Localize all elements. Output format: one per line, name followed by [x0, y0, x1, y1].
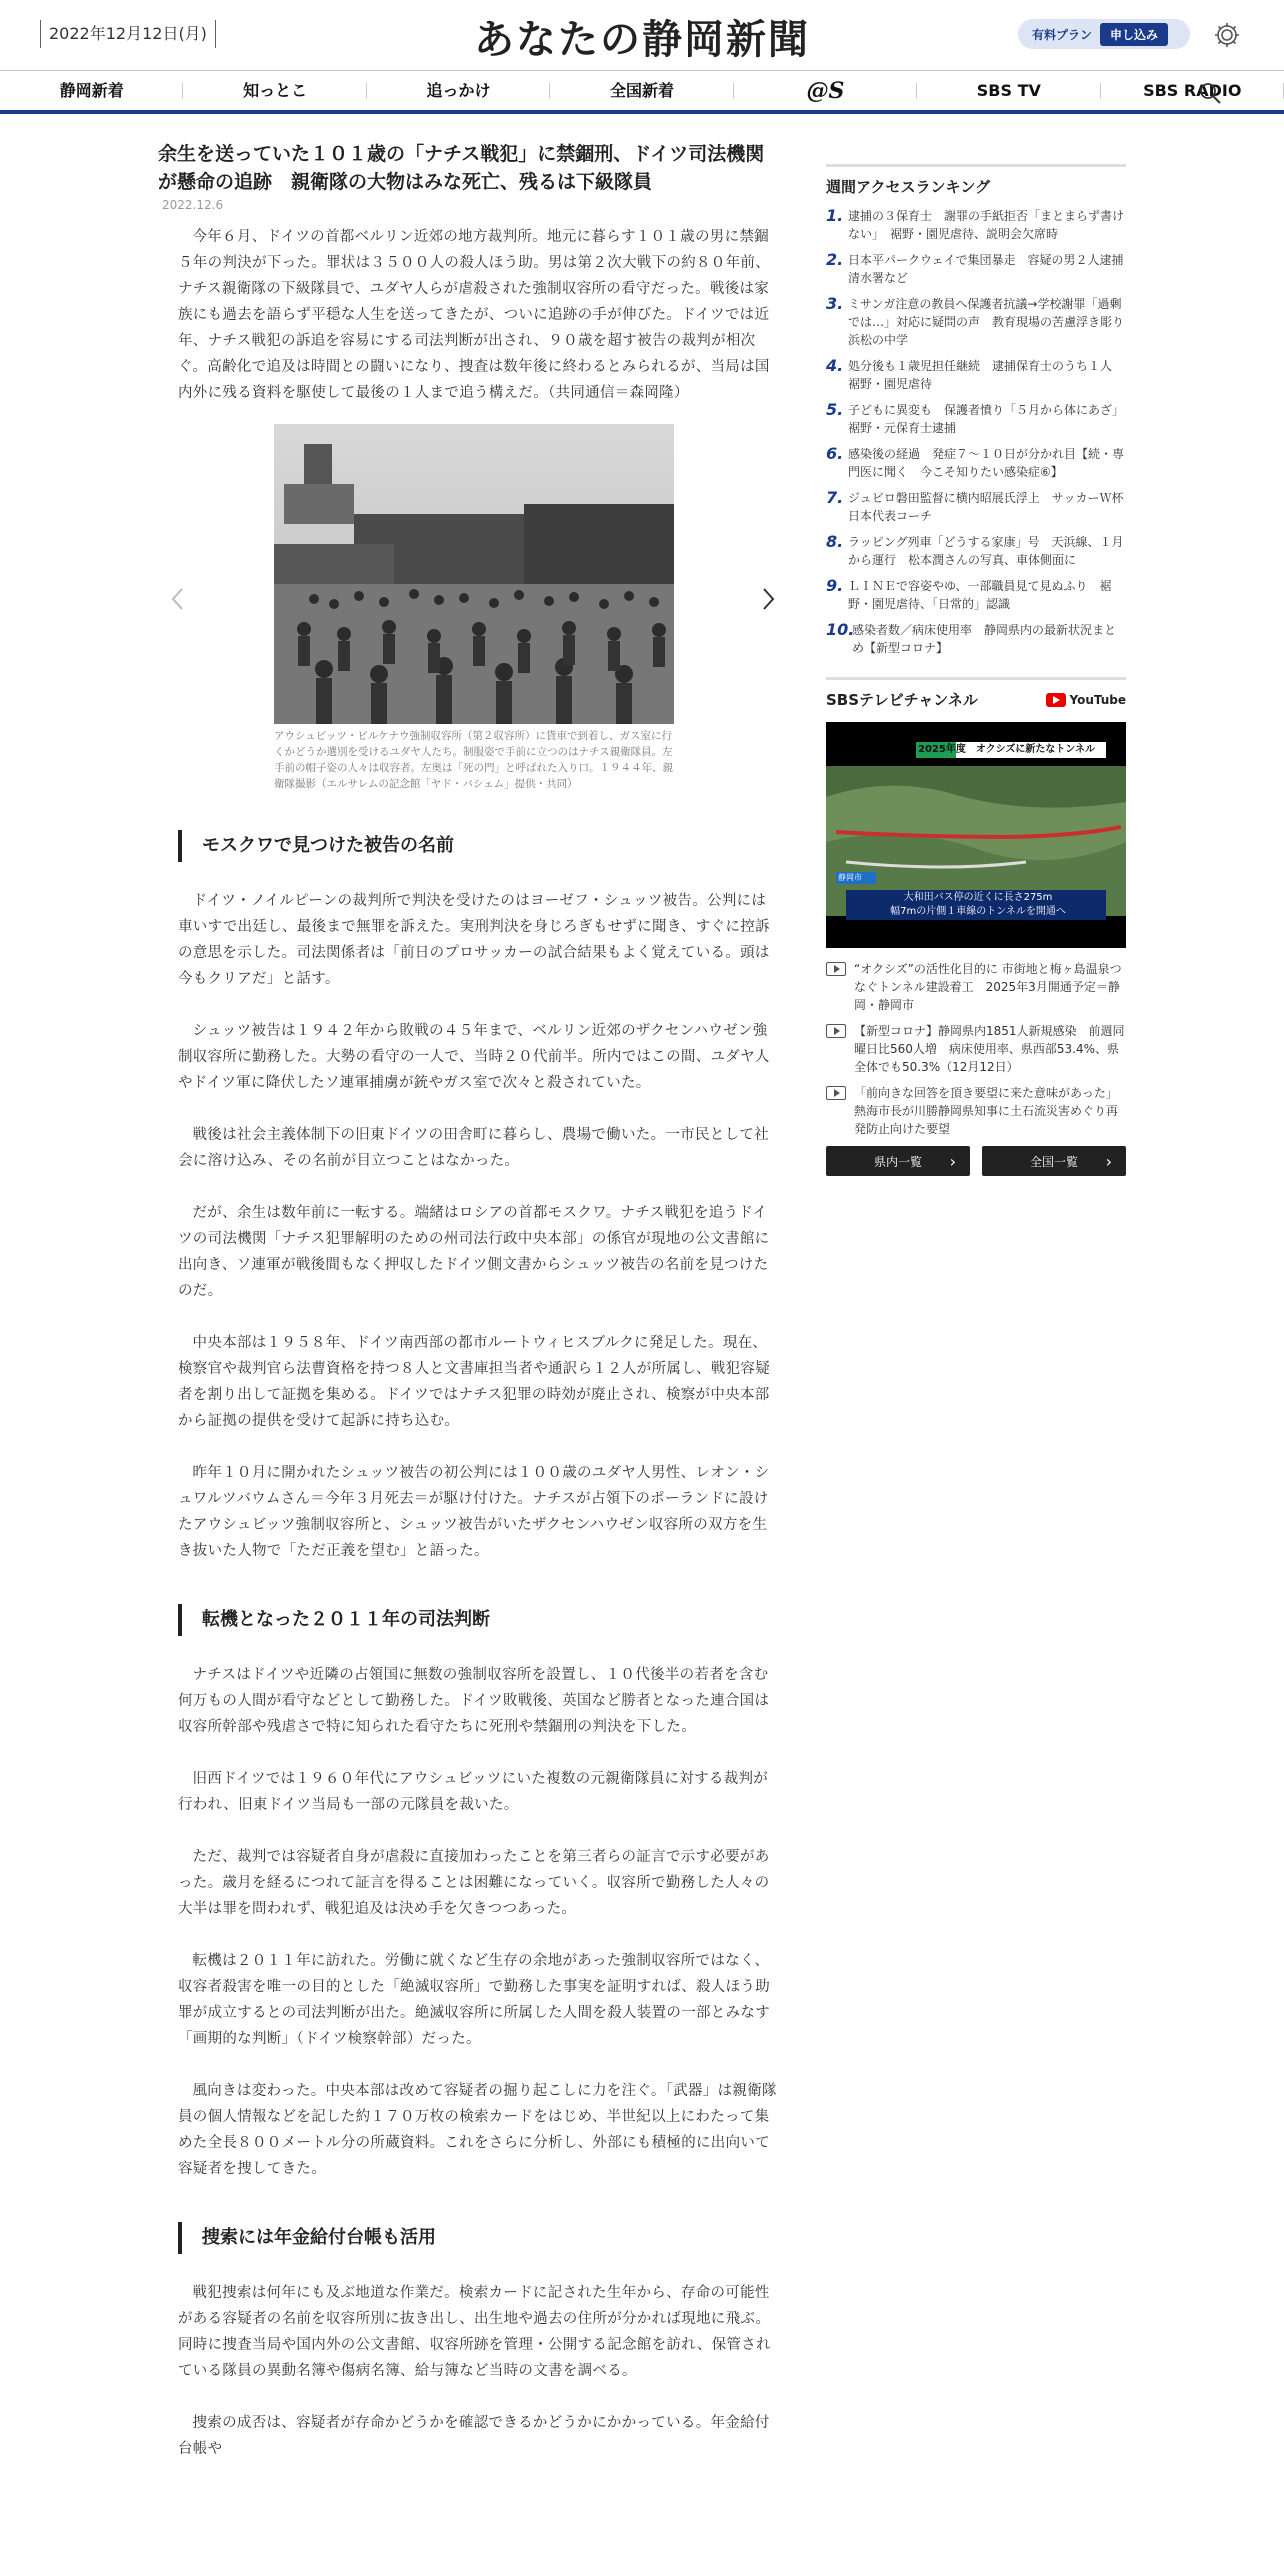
- paragraph: ナチスはドイツや近隣の占領国に無数の強制収容所を設置し、１０代後半の若者を含む何万もの人間が看守などとして勤務した。ドイツ敗戦後、英国など勝者となった連合国は収容所幹部や残虐さで特に知られた看守たちに死刑や禁錮刑の判決を下した。: [178, 1667, 770, 1735]
- search-icon[interactable]: [1196, 79, 1224, 107]
- paragraph: 風向きは変わった。中央本部は改めて容疑者の掘り起こしに力を注ぐ。「武器」は親衛隊員の個人情報などを記した約１７０万枚の検索カードをはじめ、半世紀以上にわたって集めた全長８００メートル分の所蔵資料。これをさらに分析し、外部にも積極的に出向いて容疑者を捜してきた。: [178, 2083, 777, 2177]
- rank-number: 8.: [826, 532, 844, 551]
- ranking-item[interactable]: [826, 445, 1126, 481]
- article: [158, 140, 778, 2462]
- youtube-logo[interactable]: [1046, 688, 1126, 712]
- rank-text[interactable]: 子どもに異変も 保護者憤り「５月から体にあざ」 裾野・元保育士逮捕: [848, 403, 1131, 435]
- tv-channel-title: SBSテレビチャンネル: [826, 691, 978, 709]
- nav-sbs-tv[interactable]: SBS TV: [917, 71, 1100, 111]
- video-banner: 2025年度 オクシズに新たなトンネル: [918, 744, 1096, 755]
- video-caption-2: 幅7mの片側１車線のトンネルを開通へ: [890, 906, 1066, 917]
- nav-at-s[interactable]: [734, 71, 917, 111]
- video-icon: [826, 962, 846, 976]
- video-title[interactable]: 「前向きな回答を頂き要望に来た意味があった」熱海市長が川勝静岡県知事に土石流災害めぐり再発防止向けた要望: [854, 1086, 1119, 1136]
- section-title: モスクワで見つけた被告の名前: [178, 830, 778, 862]
- sidebar: [826, 164, 1137, 1176]
- plan-label: 有料プラン: [1032, 27, 1093, 42]
- photo-carousel: [158, 424, 778, 804]
- paragraph: 戦後は社会主義体制下の旧東ドイツの田舎町に暮らし、農場で働いた。一市民として社会に溶け込み、その名前が目立つことはなかった。: [178, 1127, 769, 1169]
- rank-text[interactable]: ラッピング列車「どうする家康」号 天浜線、１月から運行 松本潤さんの写真、車体側面に: [848, 535, 1124, 567]
- rank-text[interactable]: 感染後の経過 発症７～１０日が分かれ目【続・専門医に聞く 今こそ知りたい感染症⑥】: [848, 447, 1125, 479]
- main-nav: [0, 70, 1284, 114]
- nav-shizuoka-new[interactable]: 静岡新着: [0, 71, 183, 111]
- ranking-list: [826, 206, 1137, 657]
- paragraph: 旧西ドイツでは１９６０年代にアウシュビッツにいた複数の元親衛隊員に対する裁判が行われ、旧東ドイツ当局も一部の元隊員を裁いた。: [178, 1771, 769, 1813]
- rank-text[interactable]: 日本平パークウェイで集団暴走 容疑の男２人逮捕 清水署など: [848, 253, 1136, 285]
- ranking-item[interactable]: [826, 489, 1126, 525]
- nav-shittoko[interactable]: 知っとこ: [183, 71, 366, 111]
- article-photo: [274, 424, 674, 724]
- ranking-item[interactable]: [826, 577, 1126, 613]
- ranking-item[interactable]: [826, 357, 1126, 393]
- apply-button[interactable]: 申し込み: [1100, 23, 1168, 46]
- rank-number: 10.: [826, 620, 855, 639]
- video-badge: 静岡市: [838, 873, 862, 882]
- nav-okkake[interactable]: 追っかけ: [367, 71, 550, 111]
- list-buttons: [826, 1146, 1126, 1176]
- prefecture-list-button[interactable]: 県内一覧 ›: [826, 1146, 970, 1176]
- section-title: 捜索には年金給付台帳も活用: [178, 2222, 778, 2254]
- youtube-label: YouTube: [1069, 693, 1126, 707]
- article-section: [158, 830, 778, 1564]
- article-section: [158, 2222, 778, 2462]
- video-caption-1: 大和田バス停の近くに長さ275m: [903, 892, 1053, 903]
- nav-sbs-radio[interactable]: SBS RADIO: [1101, 71, 1284, 111]
- paragraph: 戦犯捜索は何年にも及ぶ地道な作業だ。検索カードに記された生年から、存命の可能性がある容疑者の名前を収容所別に抜き出し、出生地や過去の住所が分かれば現地に飛ぶ。同時に捜査当局や国内外の公文書館、収容所跡を管理・公開する記念館を訪れ、保管されている隊員の異動名簿や傷病名簿、給与簿など当時の文書を調べる。: [178, 2285, 771, 2379]
- video-list: [826, 960, 1126, 1138]
- site-header: [0, 0, 1284, 70]
- video-player[interactable]: [826, 722, 1126, 948]
- paragraph: だが、余生は数年前に一転する。端緒はロシアの首都モスクワ。ナチス戦犯を追うドイツの司法機関「ナチス犯罪解明のための州司法行政中央本部」の係官が現地の公文書館に出向き、ソ連軍が戦後間もなく押収したドイツ側文書からシュッツ被告の名前を見つけたのだ。: [178, 1205, 770, 1299]
- ranking-item[interactable]: [826, 533, 1126, 569]
- rank-number: 5.: [826, 400, 844, 419]
- rank-number: 6.: [826, 444, 844, 463]
- ranking-item[interactable]: [826, 207, 1126, 243]
- rank-text[interactable]: ＬＩＮＥで容姿やゆ、一部職員見て見ぬふり 裾野・園児虐待、「日常的」認識: [848, 579, 1112, 611]
- article-headline: 余生を送っていた１０１歳の「ナチス戦犯」に禁錮刑、ドイツ司法機関が懸命の追跡 親衛隊の大物はみな死亡、残るは下級隊員: [158, 143, 765, 193]
- rank-text[interactable]: ジュビロ磐田監督に横内昭展氏浮上 サッカーＷ杯日本代表コーチ: [848, 491, 1124, 523]
- ranking-item[interactable]: [826, 294, 1137, 349]
- paragraph: 転機は２０１１年に訪れた。労働に就くなど生存の余地があった強制収容所ではなく、収容者殺害を唯一の目的とした「絶滅収容所」で勤務した事実を証明すれば、殺人ほう助罪が成立するとの司法判断が出た。絶滅収容所に所属した人間を殺人装置の一部とみなす「画期的な判断」（ドイツ検察幹部）だった。: [178, 1953, 770, 2047]
- rank-number: 1.: [826, 206, 844, 225]
- nav-national-new[interactable]: 全国新着: [550, 71, 733, 111]
- chevron-right-icon[interactable]: [758, 584, 778, 614]
- rank-number: 4.: [826, 356, 844, 375]
- video-title[interactable]: “オクシズ”の活性化目的に 市街地と梅ヶ島温泉つなぐトンネル建設着工 2025年3月開通予定＝静岡・静岡市: [854, 962, 1122, 1012]
- current-date: 2022年12月12日(月): [40, 20, 216, 48]
- photo-caption: アウシュビッツ・ビルケナウ強制収容所（第２収容所）に貨車で到着し、ガス室に行くかどうか選別を受けるユダヤ人たち。制服姿で手前に立つのはナチス親衛隊員。左手前の帽子姿の人々は収容者。左奥は「死の門」と呼ばれた入り口。１９４４年、親衛隊撮影（エルサレムの記念館「ヤド・バシェム」提供・共同）: [274, 730, 673, 790]
- rank-number: 2.: [826, 250, 844, 269]
- video-list-item[interactable]: [826, 1084, 1126, 1138]
- paragraph: ただ、裁判では容疑者自身が虐殺に直接加わったことを第三者らの証言で示す必要があった。歳月を経るにつれて証言を得ることは困難になっていく。収容所で勤務した人々の大半は罪を問われず、戦犯追及は決め手を欠きつつあった。: [178, 1849, 770, 1917]
- ranking-item[interactable]: [826, 250, 1136, 287]
- rank-number: 3.: [826, 294, 844, 313]
- video-icon: [826, 1024, 846, 1038]
- rank-number: 9.: [826, 576, 844, 595]
- video-list-item[interactable]: [826, 1022, 1126, 1076]
- rank-text[interactable]: 逮捕の３保育士 謝罪の手紙拒否「まとまらず書けない」 裾野・園児虐待、説明会欠席時: [848, 209, 1125, 241]
- video-icon: [826, 1086, 846, 1100]
- tv-channel-header: [826, 677, 1126, 712]
- at-s-logo: @S: [806, 77, 845, 104]
- gear-icon[interactable]: [1212, 20, 1242, 50]
- rank-text[interactable]: 処分後も１歳児担任継続 逮捕保育士のうち１人 裾野・園児虐待: [848, 359, 1125, 391]
- section-title: 転機となった２０１１年の司法判断: [178, 1604, 778, 1636]
- paragraph: ドイツ・ノイルピーンの裁判所で判決を受けたのはヨーゼフ・シュッツ被告。公判には車いすで出廷し、最後まで無罪を訴えた。実刑判決を身じろぎもせずに聞き、すぐに控訴の意思を示した。司法関係者は「前日のプロサッカーの試合結果もよく覚えている。頭は今もクリアだ」と話す。: [178, 893, 770, 987]
- chevron-left-icon[interactable]: [168, 584, 188, 614]
- ranking-item[interactable]: [826, 621, 1126, 657]
- rank-number: 7.: [826, 488, 844, 507]
- national-list-button[interactable]: 全国一覧 ›: [982, 1146, 1126, 1176]
- article-date: 2022.12.6: [162, 198, 224, 212]
- site-logo[interactable]: あなたの静岡新聞: [474, 16, 810, 63]
- article-lead: 今年６月、ドイツの首都ベルリン近郊の地方裁判所。地元に暮らす１０１歳の男に禁錮５年の判決が下った。罪状は３５００人の殺人ほう助。男は第２次大戦下の約８０年前、ナチス親衛隊の下級隊員で、ユダヤ人らが虐殺された強制収容所の看守だった。戦後は家族にも過去を語らず平穏な人生を送ってきたが、ついに追跡の手が伸びた。ドイツでは近年、ナチス戦犯の訴追を容易にする司法判断が出され、９０歳を超す被告の裁判が相次ぐ。高齢化で追及は時間との闘いになり、捜査は数年後に終わるとみられるが、当局は国内外に残る資料を駆使して最後の１人まで追う構えだ。（共同通信＝森岡隆）: [178, 229, 770, 401]
- video-list-item[interactable]: [826, 960, 1126, 1014]
- rank-text[interactable]: ミサンガ注意の教員へ保護者抗議→学校謝罪「過剰では…」対応に疑問の声 教育現場の苦慮浮き彫り 浜松の中学: [848, 297, 1137, 347]
- paragraph: シュッツ被告は１９４２年から敗戦の４５年まで、ベルリン近郊のザクセンハウゼン強制収容所に勤務した。大勢の看守の一人で、当時２０代前半。所内ではこの間、ユダヤ人やドイツ軍に降伏したソ連軍捕虜が銃やガス室で次々と殺されていた。: [178, 1023, 770, 1091]
- ranking-item[interactable]: [826, 400, 1131, 437]
- paragraph: 捜索の成否は、容疑者が存命かどうかを確認できるかどうかにかかっている。年金給付台帳や: [178, 2415, 770, 2457]
- paragraph: 昨年１０月に開かれたシュッツ被告の初公判には１００歳のユダヤ人男性、レオン・シュワルツバウムさん＝今年３月死去＝が駆け付けた。ナチスが占領下のポーランドに設けたアウシュビッツ強制収容所と、シュッツ被告がいたザクセンハウゼン収容所の双方を生き抜いた人物で「ただ正義を望む」と語った。: [178, 1465, 770, 1559]
- video-title[interactable]: 【新型コロナ】静岡県内1851人新規感染 前週同曜日比560人増 病床使用率、県西部53.4%、県全体でも50.3%（12月12日）: [854, 1024, 1125, 1074]
- rank-text[interactable]: 感染者数／病床使用率 静岡県内の最新状況まとめ【新型コロナ】: [852, 623, 1117, 655]
- ranking-title: 週間アクセスランキング: [826, 164, 1126, 199]
- paid-plan-button[interactable]: [1018, 19, 1190, 49]
- article-section: [158, 1604, 778, 2182]
- paragraph: 中央本部は１９５８年、ドイツ南西部の都市ルートウィヒスブルクに発足した。現在、検察官や裁判官ら法曹資格を持つ８人と文書庫担当者や通訳ら１２人が所属し、戦犯容疑者を割り出して証拠を集める。ドイツではナチス犯罪の時効が廃止され、検察が中央本部から証拠の提供を受けて起訴に持ち込む。: [178, 1335, 770, 1429]
- youtube-play-icon: [1046, 693, 1066, 707]
